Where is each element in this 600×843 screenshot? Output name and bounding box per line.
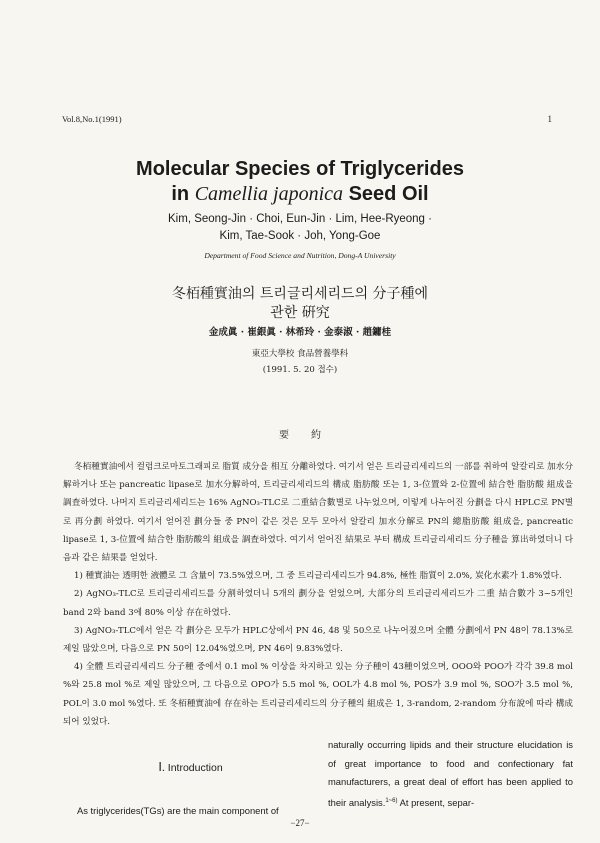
korean-title-line-1: 冬栢種實油의 트리글리세리드의 分子種에: [171, 286, 429, 302]
title-line-1: Molecular Species of Triglycerides: [136, 158, 464, 180]
title-line-2: [0, 183, 600, 206]
korean-authors: 金成眞 · 崔銀眞 · 林希玲 · 金泰淑 · 趙鏞桂: [208, 327, 392, 338]
authors-line-1: Kim, Seong-Jin · Choi, Eun-Jin · Lim, Hee-Ryeong ·: [168, 213, 432, 225]
abstract-paragraph: 冬栢種實油에서 컬럼크로마토그래피로 脂質 成分을 相互 分離하였다. 여기서 얻은 트리글리세리드의 一部를 취하여 알칼리로 加水分解하거나 또는 pancreatic lipase로 加水分解하여, 트리글리세리드의 構成 脂肪酸 또는 1, 3-位置와 2-位置에 結合한 脂肪酸 組成을 調査하였다. 나머지 트리글리세리드는 16% AgNO₃-TLC로 二重結合數별로 나누었으며, 이렇게 나누어진 分劃을 다시 HPLC로 PN별로 再分劃 하였다. 여기서 얻어진 劃分들 중 PN이 같은 것은 모두 모아서 알칼리 加水分解로 PN의 總脂肪酸 組成을, pancreatic lipase로 1, 3-位置에 結合한 脂肪酸의 組成을 調査하였다. 여기서 얻어진 結果로 부터 構成 트리글리세리드 分子種을 算出하였더니 다음과 같은 結果를 얻었다.: [63, 462, 573, 564]
volume-info: Vol.8,No.1(1991): [62, 114, 122, 124]
abstract-paragraph: 2) AgNO₃-TLC로 트리글리세리드를 分割하였더니 5개의 劃分을 얻었으며, 大部分의 트리글리세리드가 二重 結合數가 3~5개인 band 2와 band 3에 80% 이상 存在하였다.: [63, 589, 573, 618]
abstract: [63, 458, 573, 731]
title-suffix: Seed Oil: [343, 183, 429, 205]
introduction-heading: [63, 760, 318, 775]
page-number: 1: [547, 114, 552, 124]
authors-line-2: Kim, Tae-Sook · Joh, Yong-Goe: [219, 230, 381, 242]
citation: 1~6): [385, 797, 398, 804]
title-species: Camellia japonica: [194, 183, 344, 205]
right-column: [328, 736, 573, 812]
left-column: [63, 760, 318, 819]
section-title: Introduction: [167, 762, 223, 774]
received-date: (1991. 5. 20 접수): [262, 365, 338, 375]
title-prefix: in: [171, 183, 195, 205]
korean-title-line-2: 관한 硏究: [270, 305, 330, 321]
abstract-paragraph: 4) 全體 트리글리세리드 分子種 중에서 0.1 mol % 이상을 차지하고 있는 分子種이 43種이었으며, OOO와 POO가 각각 39.8 mol %와 25.8 mol %로 제일 많았으며, 그 다음으로 OPO가 5.5 mol %, OOL가 4.8 mol %, POS가 3.9 mol %, SOO가 3.5 mol %, POL이 3.0 mol %였다. 또 冬栢種實油에 存在하는 트리글리세리드의 分子種의 組成은 1, 3-random, 2-random 分布說에 따라 構成되어 있었다.: [63, 662, 573, 727]
korean-department: 東亞大學校 食品營養學科: [251, 349, 349, 359]
intro-paragraph-tail: At present, separ-: [397, 796, 475, 808]
department: Department of Food Science and Nutrition, Dong-A University: [204, 251, 396, 260]
abstract-paragraph: 1) 種實油는 透明한 液體로 그 含量이 73.5%였으며, 그 중 트리글리세리드가 94.8%, 極性 脂質이 2.0%, 炭化水素가 1.8%였다.: [74, 571, 562, 582]
intro-paragraph-left: As triglycerides(TGs) are the main component of: [77, 805, 279, 816]
intro-paragraph-right: naturally occurring lipids and their structure elucidation is of great importance to food and confectionary fat manufacturers, a great deal of effort has been applied to their analysis.: [328, 739, 573, 808]
abstract-paragraph: 3) AgNO₃-TLC에서 얻은 각 劃分은 모두가 HPLC상에서 PN 46, 48 및 50으로 나누어졌으며 全體 分劃에서 PN 48이 78.13%로 제일 많았으며, 다음으로 PN 50이 12.04%였으며, PN 46이 9.83%였다.: [63, 625, 574, 655]
abstract-heading: 要約: [279, 430, 343, 441]
section-number: Ⅰ.: [158, 760, 165, 774]
page-footer-number: −27−: [290, 818, 310, 828]
